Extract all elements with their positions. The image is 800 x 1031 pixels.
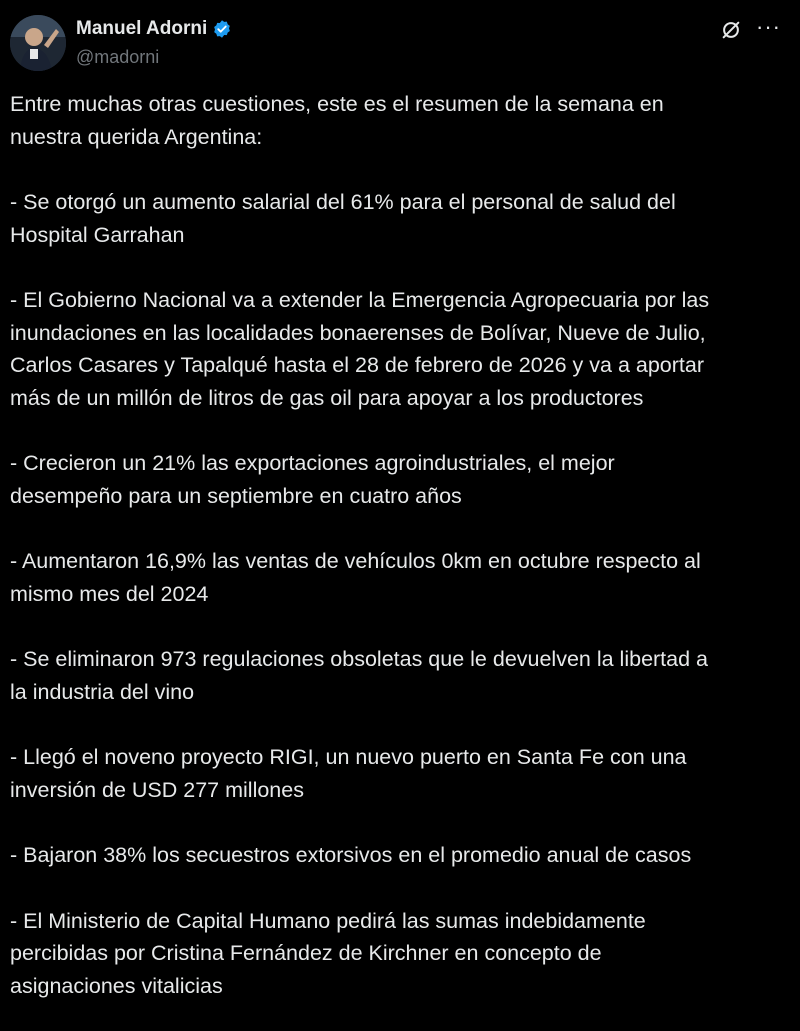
post-paragraph: - El Ministerio de Capital Humano pedirá las sumas indebidamente percibidas por Cristina Fernández de Kirchner en concepto de asignaciones vitalicias [10,908,646,998]
post-paragraph: - Llegó el noveno proyecto RIGI, un nuevo puerto en Santa Fe con una inversión de USD 277 millones [10,745,687,802]
avatar[interactable] [10,15,66,71]
more-options-icon[interactable]: ··· [756,14,781,39]
author-name[interactable]: Manuel Adorni [76,18,208,39]
grok-icon[interactable] [720,19,742,41]
verified-badge-icon [212,19,232,39]
post-paragraph: Entre muchas otras cuestiones, este es el resumen de la semana en nuestra querida Argentina: [10,92,664,149]
post-paragraph: - Aumentaron 16,9% las ventas de vehículos 0km en octubre respecto al mismo mes del 2024 [10,549,701,606]
post-paragraph: - Se eliminaron 973 regulaciones obsoletas que le devuelven la libertad a la industria del vino [10,647,709,704]
post-paragraph: - Bajaron 38% los secuestros extorsivos en el promedio anual de casos [10,843,692,867]
author-row [76,18,232,40]
post-paragraph: - Crecieron un 21% las exportaciones agroindustriales, el mejor desempeño para un septiembre en cuatro años [10,451,615,508]
post-text [10,88,792,1002]
post-paragraph: - El Gobierno Nacional va a extender la Emergencia Agropecuaria por las inundaciones en las localidades bonaerenses de Bolívar, Nueve de Julio, Carlos Casares y Tapalqué hasta el 28 de febrero de 2026 y va a aportar más de un millón de litros de gas oil para apoyar a los productores [10,288,710,410]
author-handle[interactable]: @madorni [76,47,160,67]
post-paragraph: - Se otorgó un aumento salarial del 61% para el personal de salud del Hospital Garrahan [10,190,676,247]
